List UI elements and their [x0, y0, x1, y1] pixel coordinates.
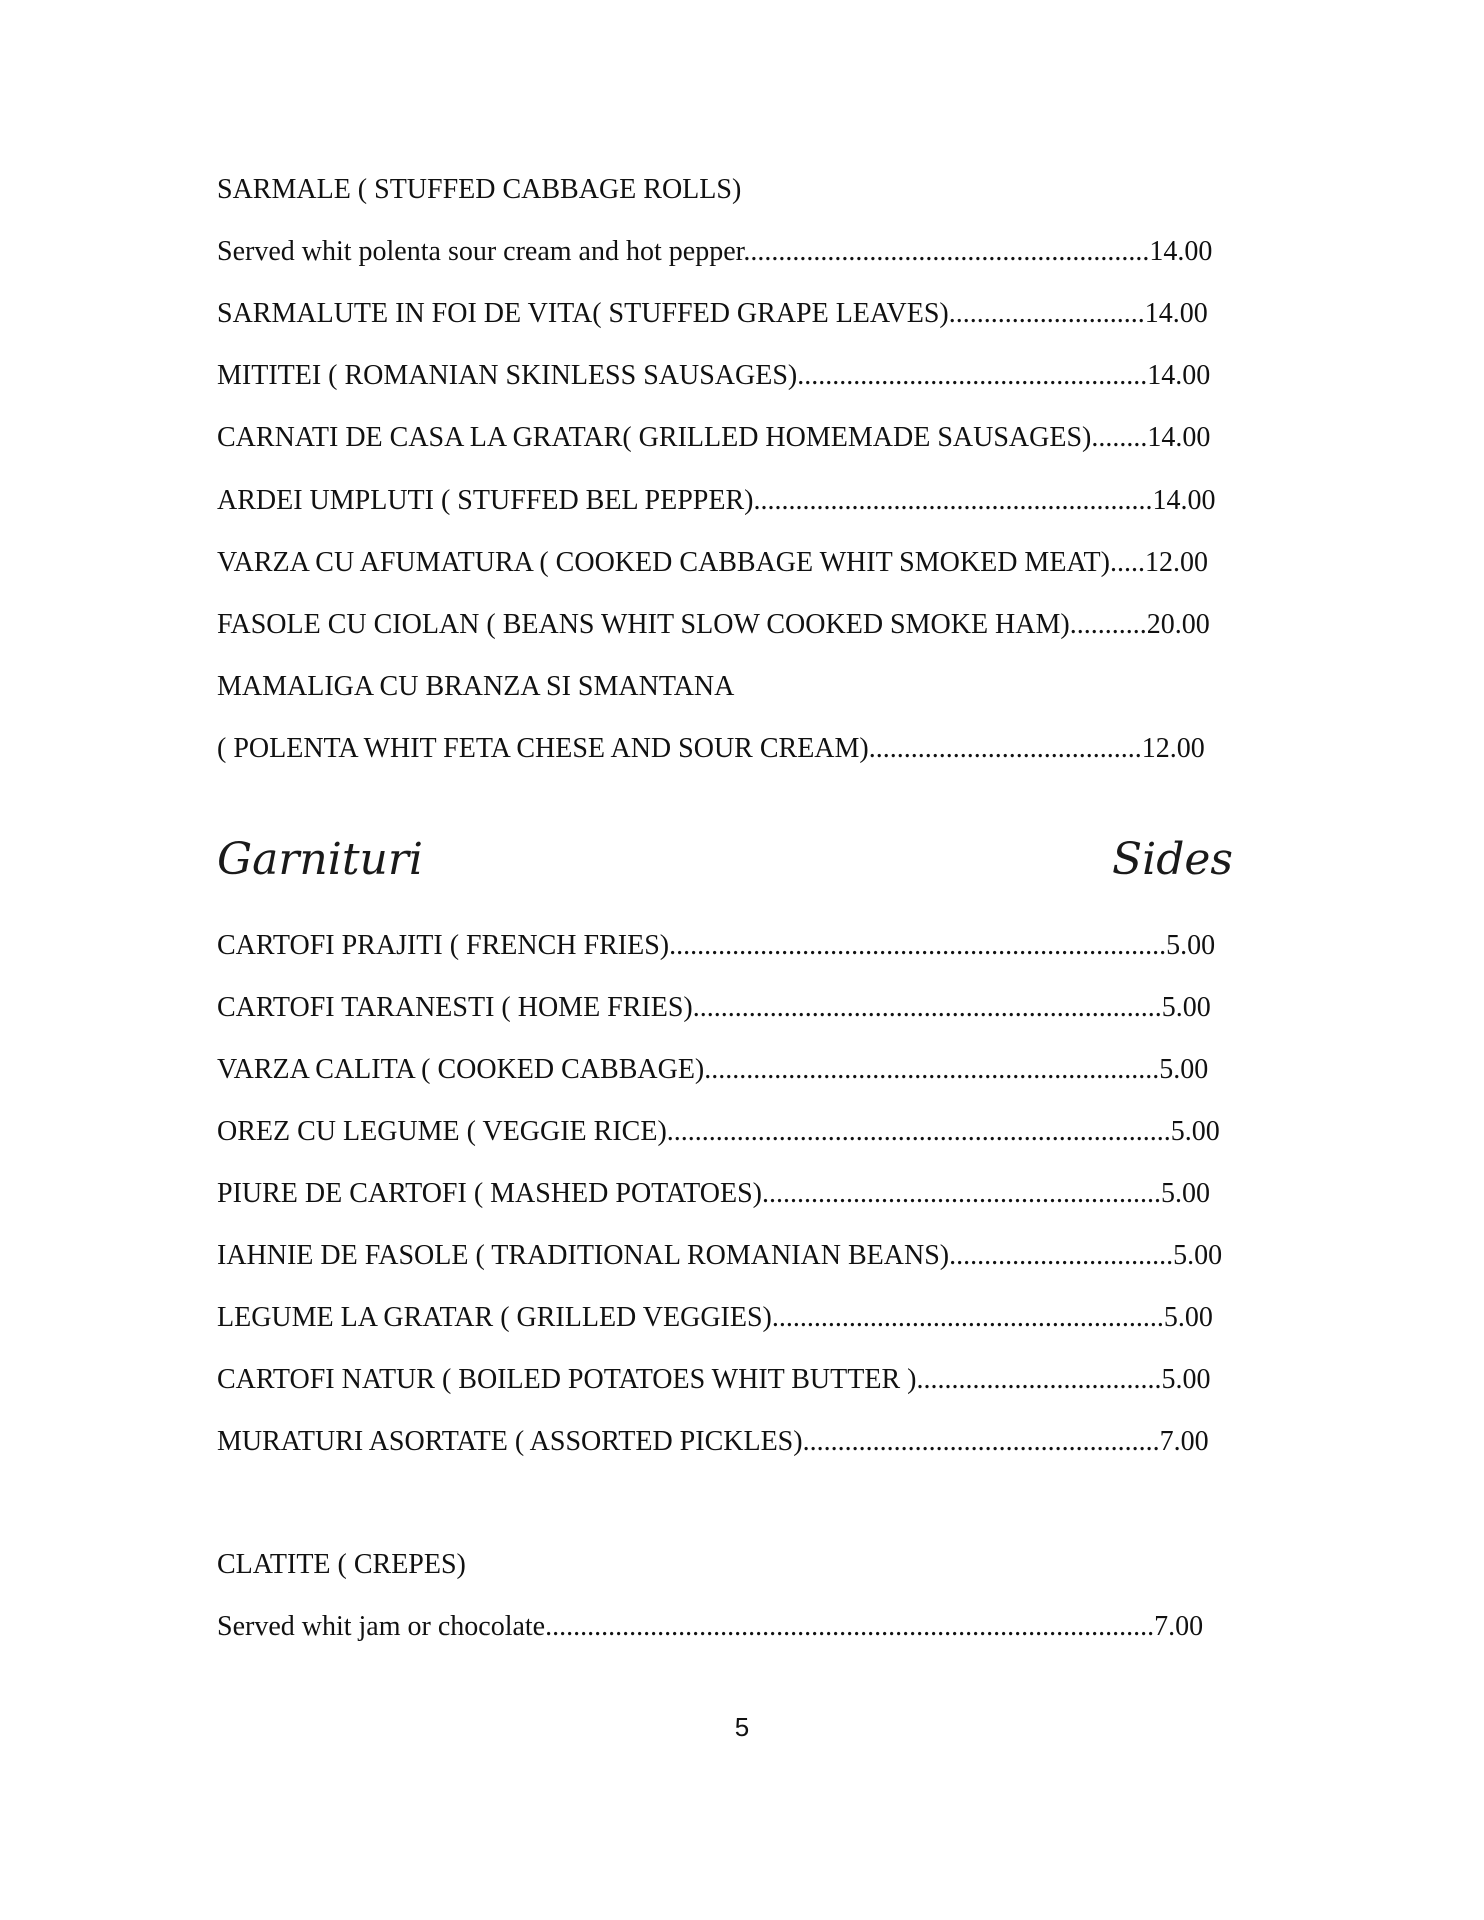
side-item-cartofi-natur: CARTOFI NATUR ( BOILED POTATOES WHIT BUTTER )...................................5.00: [217, 1364, 1211, 1395]
section-heading-sides: Sides: [1112, 834, 1233, 885]
menu-item-clatite-title: CLATITE ( CREPES): [217, 1549, 466, 1580]
menu-item-sarmale-description: Served whit polenta sour cream and hot pepper..........................................................14.00: [217, 236, 1213, 267]
side-item-legume-gratar: LEGUME LA GRATAR ( GRILLED VEGGIES)........................................................5.00: [217, 1302, 1213, 1333]
menu-item-sarmale-title: SARMALE ( STUFFED CABBAGE ROLLS): [217, 174, 742, 205]
side-item-muraturi: MURATURI ASORTATE ( ASSORTED PICKLES)...................................................7.00: [217, 1426, 1209, 1457]
side-item-iahnie-fasole: IAHNIE DE FASOLE ( TRADITIONAL ROMANIAN BEANS)................................5.00: [217, 1240, 1223, 1271]
section-heading-garnituri: Garnituri: [217, 834, 423, 885]
side-item-cartofi-prajiti: CARTOFI PRAJITI ( FRENCH FRIES).......................................................................5.00: [217, 930, 1216, 961]
menu-item-mititei: MITITEI ( ROMANIAN SKINLESS SAUSAGES)..................................................14.00: [217, 360, 1211, 391]
menu-item-clatite-description: Served whit jam or chocolate.......................................................................................7.00: [217, 1611, 1204, 1642]
menu-item-carnati: CARNATI DE CASA LA GRATAR( GRILLED HOMEMADE SAUSAGES)........14.00: [217, 422, 1211, 453]
menu-item-ardei-umpluti: ARDEI UMPLUTI ( STUFFED BEL PEPPER).........................................................14.00: [217, 485, 1216, 516]
side-item-cartofi-taranesti: CARTOFI TARANESTI ( HOME FRIES)...................................................................5.00: [217, 992, 1211, 1023]
page-number: 5: [734, 1712, 750, 1742]
menu-item-varza-afumatura: VARZA CU AFUMATURA ( COOKED CABBAGE WHIT SMOKED MEAT).....12.00: [217, 547, 1208, 578]
menu-item-fasole-ciolan: FASOLE CU CIOLAN ( BEANS WHIT SLOW COOKED SMOKE HAM)...........20.00: [217, 609, 1210, 640]
menu-item-mamaliga-title: MAMALIGA CU BRANZA SI SMANTANA: [217, 671, 735, 702]
side-item-piure-cartofi: PIURE DE CARTOFI ( MASHED POTATOES).........................................................5.00: [217, 1178, 1210, 1209]
side-item-orez-legume: OREZ CU LEGUME ( VEGGIE RICE)........................................................................5.00: [217, 1116, 1220, 1147]
menu-item-mamaliga-description: ( POLENTA WHIT FETA CHESE AND SOUR CREAM).......................................12.00: [217, 733, 1205, 764]
menu-item-sarmalute: SARMALUTE IN FOI DE VITA( STUFFED GRAPE LEAVES)............................14.00: [217, 298, 1208, 329]
side-item-varza-calita: VARZA CALITA ( COOKED CABBAGE).................................................................5.00: [217, 1054, 1209, 1085]
